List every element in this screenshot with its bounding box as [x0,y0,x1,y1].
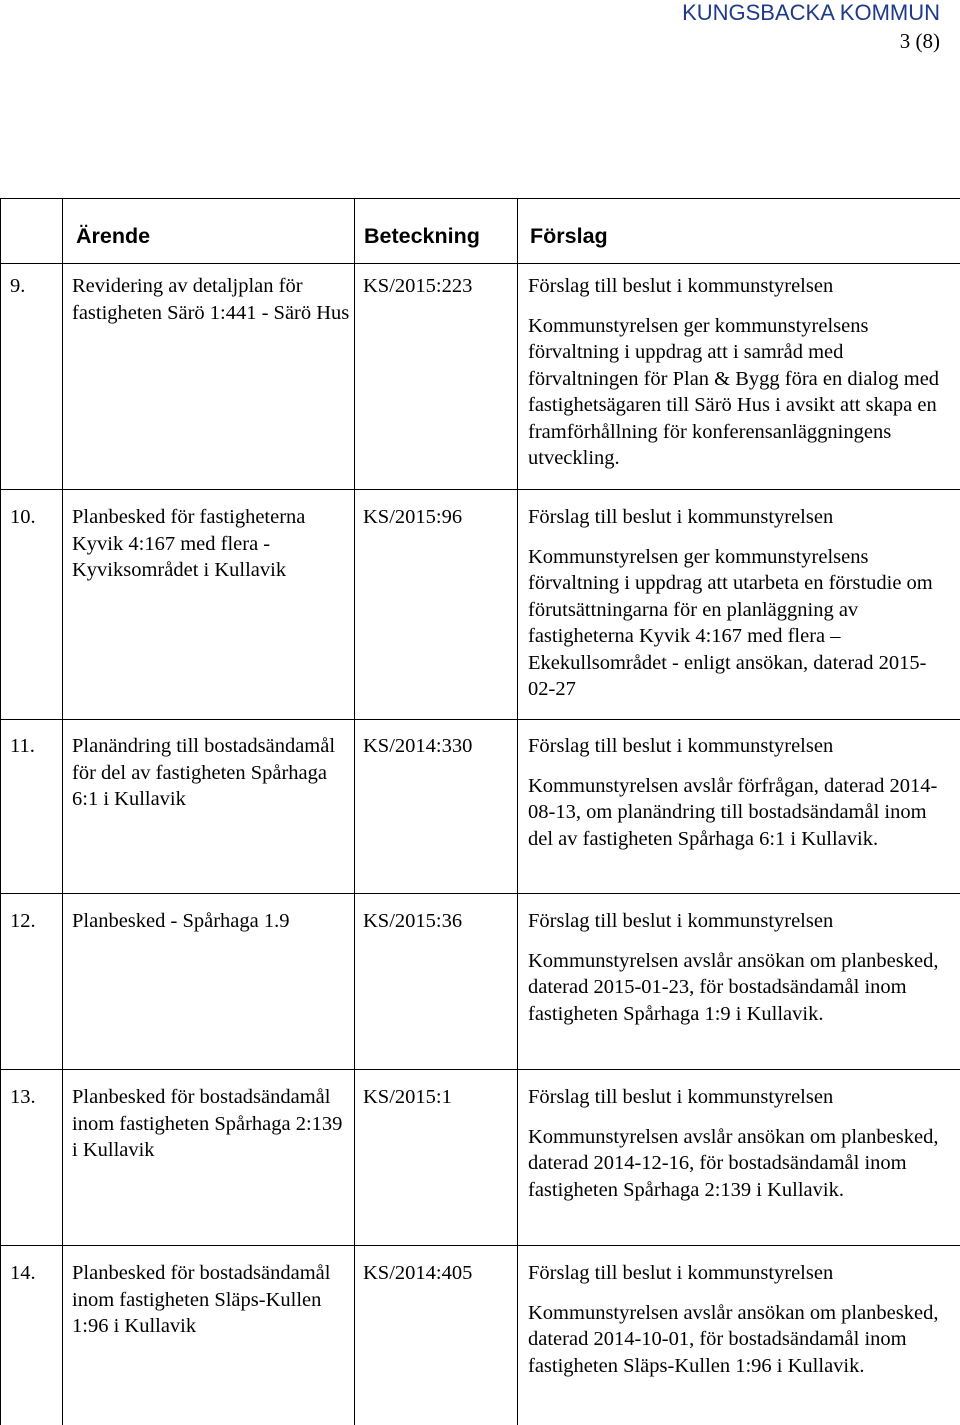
proposal-text: Kommunstyrelsen ger kommunstyrelsens förvaltning i uppdrag att utarbeta en förstudie om förutsättningarna för en planläggning av fastigheterna Kyvik 4:167 med flera – Ekekullsområdet - enligt ansökan, daterad 2015-02-27 [528,545,933,700]
row-title: Planbesked - Spårhaga 1.9 [72,910,290,932]
row-proposal [528,1260,953,1379]
organization-name: KUNGSBACKA KOMMUN [682,0,940,25]
row-proposal [528,504,953,703]
proposal-heading: Förslag till beslut i kommunstyrelsen [528,506,834,528]
row-title: Planbesked för fastigheterna Kyvik 4:167 med flera - Kyviksområdet i Kullavik [72,506,306,581]
row-number: 9. [10,275,26,297]
row-reference: KS/2014:330 [363,735,473,757]
row-reference: KS/2014:405 [363,1262,473,1284]
proposal-text: Kommunstyrelsen ger kommunstyrelsens förvaltning i uppdrag att i samråd med förvaltningen för Plan & Bygg föra en dialog med fastighetsägaren till Särö Hus i avsikt att skapa en framförhållning för konferensanläggningens utveckling. [528,314,940,469]
row-proposal [528,733,953,852]
proposal-text: Kommunstyrelsen avslår ansökan om planbesked, daterad 2015-01-23, för bostadsändamål inom fastigheten Spårhaga 1:9 i Kullavik. [528,949,939,1025]
row-title: Planbesked för bostadsändamål inom fastigheten Släps-Kullen 1:96 i Kullavik [72,1262,331,1337]
row-reference: KS/2015:96 [363,506,463,528]
proposal-text: Kommunstyrelsen avslår förfrågan, daterad 2014-08-13, om planändring till bostadsändamål inom del av fastigheten Spårhaga 6:1 i Kullavik. [528,774,938,850]
proposal-heading: Förslag till beslut i kommunstyrelsen [528,735,834,757]
proposal-heading: Förslag till beslut i kommunstyrelsen [528,1086,834,1108]
row-number: 14. [10,1262,36,1284]
row-title: Revidering av detaljplan för fastigheten Särö 1:441 - Särö Hus [72,275,350,324]
row-divider [0,489,960,490]
row-number: 10. [10,506,36,528]
row-divider [0,263,960,264]
row-number: 13. [10,1086,36,1108]
row-divider [0,1245,960,1246]
row-reference: KS/2015:1 [363,1086,452,1108]
proposal-heading: Förslag till beslut i kommunstyrelsen [528,1262,834,1284]
row-divider [0,1069,960,1070]
column-divider [354,198,355,1425]
row-reference: KS/2015:36 [363,910,463,932]
row-divider [0,719,960,720]
column-header-forslag: Förslag [530,224,608,248]
row-proposal [528,1084,953,1203]
row-proposal [528,908,953,1027]
row-divider [0,893,960,894]
column-header-arende: Ärende [76,224,151,248]
page-number: 3 (8) [899,29,940,53]
proposal-text: Kommunstyrelsen avslår ansökan om planbesked, daterad 2014-12-16, för bostadsändamål inom fastigheten Spårhaga 2:139 i Kullavik. [528,1125,939,1201]
column-divider [517,198,518,1425]
column-header-beteckning: Beteckning [364,224,480,248]
row-number: 12. [10,910,36,932]
row-number: 11. [10,735,35,757]
row-proposal [528,273,953,472]
proposal-heading: Förslag till beslut i kommunstyrelsen [528,275,834,297]
row-reference: KS/2015:223 [363,275,473,297]
column-divider [62,198,63,1425]
row-title: Planändring till bostadsändamål för del av fastigheten Spårhaga 6:1 i Kullavik [72,735,336,810]
proposal-heading: Förslag till beslut i kommunstyrelsen [528,910,834,932]
proposal-text: Kommunstyrelsen avslår ansökan om planbesked, daterad 2014-10-01, för bostadsändamål inom fastigheten Släps-Kullen 1:96 i Kullavik. [528,1301,939,1377]
row-title: Planbesked för bostadsändamål inom fastigheten Spårhaga 2:139 i Kullavik [72,1086,343,1161]
